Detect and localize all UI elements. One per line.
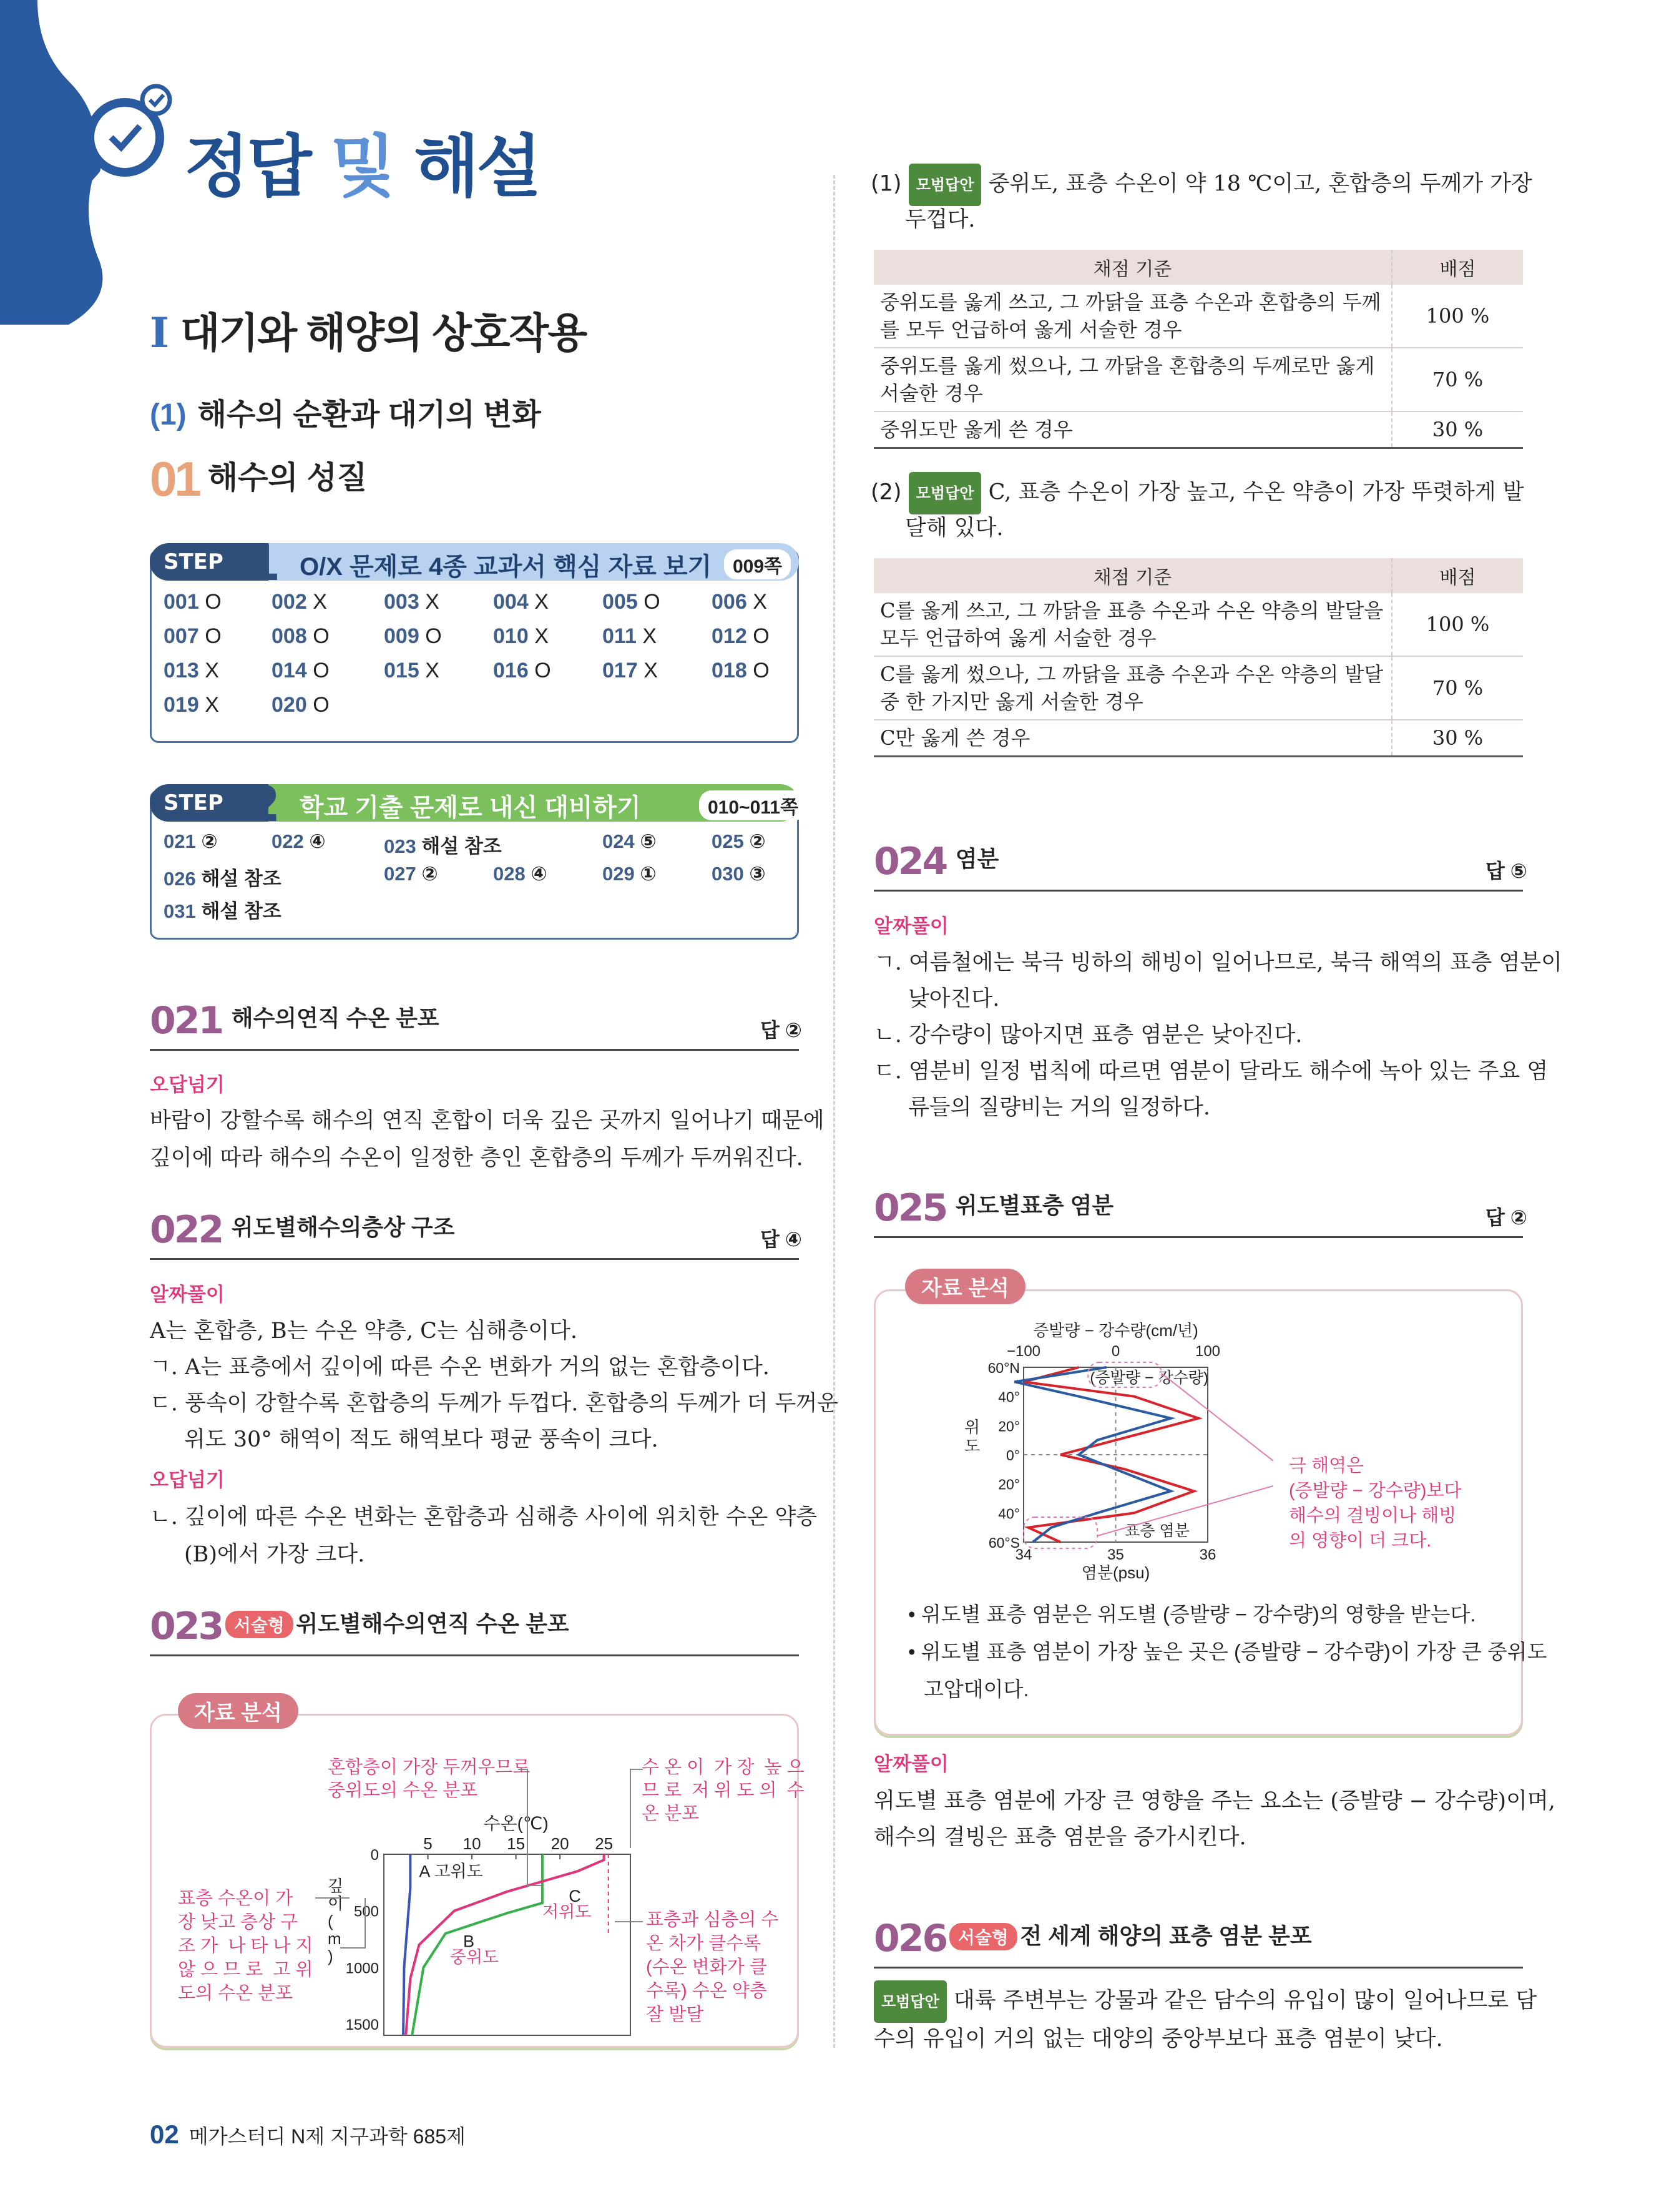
step2-answer-mark: 해설 참조 [201, 868, 281, 890]
annotation-text: 수 온 이 가 장 높 으 [642, 1757, 805, 1777]
step2-answer-item: 028 ④ [493, 863, 547, 885]
page-number: 02 [150, 2120, 179, 2149]
annotation-text: 므 로 저 위 도 의 수 [642, 1781, 805, 1801]
step1-answer-mark: O [534, 659, 551, 682]
rubric-score-cell: 30 % [1392, 411, 1523, 448]
q023-temperature-chart [0, 0, 833, 2060]
q025-header: 025 위도별표층 염분 [874, 1186, 1114, 1230]
q024-header: 024 염분 [874, 840, 999, 883]
page-header-title: 정답 및 해설 [184, 128, 539, 206]
x-tick-label: 15 [507, 1834, 526, 1853]
model-answer-badge-3: 모범답안 [874, 1980, 947, 2023]
rubric-criteria-cell: C만 옳게 쓴 경우 [874, 720, 1392, 757]
step1-answer-mark: O [313, 624, 330, 648]
step2-page: 010~011쪽 [699, 790, 807, 820]
step2-title: 학교 기출 문제로 내신 대비하기 [300, 794, 641, 822]
model-answer-badge-2: 모범답안 [909, 472, 982, 514]
step2-answer-item: 024 ⑤ [602, 830, 657, 852]
step1-answer-item: 013 X [164, 659, 219, 682]
right-p1: (1) 모범답안 중위도, 표층 수온이 약 18 ℃이고, 혼합층의 두께가 가장 [871, 164, 1532, 206]
annotation-text: (증발량 − 강수량)보다 [1289, 1481, 1462, 1501]
q025-label: 알짜풀이 [874, 1753, 949, 1775]
chart-top-title: 증발량 − 강수량(cm/년) [1033, 1321, 1198, 1340]
rubric-score-cell: 100 % [1392, 593, 1523, 656]
step1-answer-item: 002 X [272, 590, 327, 614]
annotation-text: 온 차가 클수록 [646, 1934, 761, 1954]
q026-line1: 모범답안 대륙 주변부는 강물과 같은 담수의 유입이 많이 일어나므로 담 [874, 1980, 1537, 2023]
step1-answer-item: 007 O [164, 624, 222, 648]
rubric-criteria-cell: 중위도를 옳게 썼으나, 그 까닭을 혼합층의 두께로만 옳게 서술한 경우 [874, 348, 1392, 411]
top-tick-label: −100 [1006, 1343, 1041, 1360]
y-tick-label: 1000 [345, 1960, 379, 1977]
step1-answer-item: 019 X [164, 693, 219, 717]
y-axis-label: 위 [964, 1418, 981, 1437]
y-tick-label: 40° [998, 1389, 1020, 1405]
rubric-score-cell: 70 % [1392, 348, 1523, 411]
q021-label: 오답넘기 [150, 1074, 225, 1096]
step1-answer-item: 001 O [164, 590, 222, 614]
annotation-text: 온 분포 [642, 1804, 700, 1824]
annotation-text: 중위도의 수온 분포 [328, 1781, 478, 1801]
step2-answer-item: 026 해설 참조 [164, 868, 281, 890]
step1-answer-item: 020 O [272, 693, 330, 717]
annotation-text: 혼합층이 가장 두꺼우므로 [328, 1757, 531, 1777]
step1-answer-mark: X [313, 590, 327, 614]
q025-answer: 답 ② [1485, 1206, 1527, 1229]
label-C-text: 저위도 [542, 1902, 592, 1922]
q024-line5: 류들의 질량비는 거의 일정하다. [908, 1095, 1211, 1120]
step2-answer-item: 021 ② [164, 830, 218, 852]
step2-answer-item: 029 ① [602, 863, 657, 885]
rubric-criteria-cell: C를 옳게 쓰고, 그 까닭을 표층 수온과 수온 약층의 발달을 모두 언급하여 옳게 서술한 경우 [874, 593, 1392, 656]
step1-answer-item: 012 O [712, 624, 770, 648]
q022-label1: 알짜풀이 [150, 1284, 225, 1305]
annotation-text: 의 영향이 더 크다. [1289, 1531, 1432, 1551]
y-tick-label: 0° [1006, 1447, 1020, 1463]
highlight-pole-south [1024, 1517, 1097, 1548]
step1-answer-mark: X [534, 590, 549, 614]
step2-label: STEP [164, 790, 223, 815]
q022-line2: ㄱ. A는 표층에서 깊이에 따른 수온 변화가 거의 없는 혼합층이다. [150, 1355, 770, 1380]
label-C: C [569, 1887, 581, 1906]
rubric-score-cell: 30 % [1392, 720, 1523, 757]
rubric-header-score: 배점 [1392, 558, 1523, 593]
bottom-tick-label: 35 [1107, 1546, 1124, 1563]
y-tick-label: 60°S [988, 1535, 1020, 1551]
series-evap-minus-precip [1024, 1367, 1198, 1542]
q022-line5: ㄴ. 깊이에 따른 수온 변화는 혼합층과 심해층 사이에 위치한 수온 약층 [150, 1505, 818, 1530]
annotation-text: 표층 수온이 가 [178, 1889, 293, 1909]
annotation-text: 장 낮고 층상 구 [178, 1912, 298, 1932]
x-axis-label: 염분(psu) [1081, 1563, 1150, 1582]
rubric-criteria-cell: 중위도만 옳게 쓴 경우 [874, 411, 1392, 448]
q021-body2: 깊이에 따라 해수의 수온이 일정한 층인 혼합층의 두께가 두꺼워진다. [150, 1146, 803, 1171]
q023-header: 023 서술형 위도별해수의연직 수온 분포 [150, 1605, 569, 1648]
step1-answer-item: 016 O [493, 659, 551, 682]
step1-answer-item: 004 X [493, 590, 549, 614]
q024-line1: ㄱ. 여름철에는 북극 빙하의 해빙이 일어나므로, 북극 해역의 표층 염분이 [874, 950, 1562, 975]
step1-answer-mark: X [205, 659, 219, 682]
annotation-text: 표층과 심층의 수 [646, 1910, 779, 1930]
step2-answer-mark: ① [640, 863, 657, 885]
step1-answer-item: 011 X [602, 624, 657, 648]
step2-answer-item: 023 해설 참조 [384, 835, 502, 857]
bottom-tick-label: 36 [1199, 1546, 1216, 1563]
q026-rule [874, 1967, 1523, 1969]
q024-line4: ㄷ. 염분비 일정 법칙에 따르면 염분이 달라도 해수에 녹아 있는 주요 염 [874, 1059, 1549, 1084]
leader-line [630, 1769, 643, 1848]
top-tick-label: 100 [1195, 1343, 1221, 1360]
step1-answer-mark: X [425, 590, 439, 614]
model-answer-badge: 모범답안 [909, 164, 982, 206]
label-salinity: 표층 염분 [1125, 1522, 1190, 1540]
step1-label: STEP [164, 549, 223, 574]
label-A: A 고위도 [419, 1862, 483, 1881]
annotation-text: 해수의 결빙이나 해빙 [1289, 1506, 1457, 1526]
y-tick-label: 500 [353, 1903, 379, 1920]
q025-line2: 해수의 결빙은 표층 염분을 증가시킨다. [874, 1825, 1246, 1850]
step1-answer-mark: X [205, 693, 219, 717]
q021-answer: 답 ② [760, 1019, 802, 1041]
step1-answer-item: 003 X [384, 590, 439, 614]
step1-page: 009쪽 [724, 549, 791, 579]
rubric-header-criteria: 채점 기준 [874, 250, 1392, 285]
q022-line1: A는 혼합층, B는 수온 약층, C는 심해층이다. [150, 1319, 578, 1344]
footer: 02 메가스터디 N제 지구과학 685제 [150, 2120, 466, 2149]
q024-line2: 낮아진다. [908, 986, 1000, 1011]
step2-answer-mark: ② [749, 830, 766, 852]
step1-answer-mark: O [313, 659, 330, 682]
label-evap-precip: (증발량 − 강수량) [1090, 1369, 1209, 1387]
step1-answer-item: 005 O [602, 590, 660, 614]
annotation-text: 수록) 수온 약층 [646, 1981, 767, 2001]
q026-line2: 수의 유입이 거의 없는 대양의 중앙부보다 표층 염분이 낮다. [874, 2027, 1443, 2052]
step1-answer-item: 014 O [272, 659, 330, 682]
y-tick-label: 60°N [987, 1360, 1020, 1376]
step2-num: 2 [247, 777, 281, 833]
q025-salinity-chart [833, 0, 1659, 2060]
y-tick-label: 20° [998, 1418, 1020, 1435]
step1-answer-item: 008 O [272, 624, 330, 648]
step2-answer-item: 025 ② [712, 830, 766, 852]
q024-label: 알짜풀이 [874, 915, 949, 937]
annotation-text: 않 으 므 로 고 위 [178, 1960, 313, 1980]
y-tick-label: 40° [998, 1505, 1020, 1522]
x-tick-label: 10 [462, 1834, 481, 1853]
chart-title: 수온(℃) [483, 1814, 549, 1833]
step1-answer-mark: X [753, 590, 767, 614]
y-axis-label: ( [328, 1912, 333, 1930]
step2-answer-item: 030 ③ [712, 863, 766, 885]
q024-line3: ㄴ. 강수량이 많아지면 표층 염분은 낮아진다. [874, 1023, 1303, 1048]
step1-answer-mark: O [313, 693, 330, 717]
y-tick-label: 20° [998, 1476, 1020, 1493]
step1-answer-item: 015 X [384, 659, 439, 682]
step2-answer-item: 031 해설 참조 [164, 900, 281, 922]
step1-answer-mark: O [205, 624, 222, 648]
unit-title: I 대기와 해양의 상호작용 [150, 308, 587, 357]
q022-line4: 위도 30° 해역이 적도 해역보다 평균 풍속이 크다. [184, 1427, 658, 1452]
q025-line1: 위도별 표층 염분에 가장 큰 영향을 주는 요소는 (증발량 − 강수량)이며, [874, 1789, 1555, 1814]
step2-answer-mark: ⑤ [640, 830, 657, 852]
step2-answer-mark: ③ [749, 863, 766, 885]
step1-answer-mark: O [644, 590, 660, 614]
y-tick-label: 0 [370, 1847, 379, 1864]
step1-answer-mark: X [534, 624, 549, 648]
curve-B-mid-latitude [412, 1854, 542, 2035]
q022-header: 022 위도별해수의층상 구조 [150, 1208, 455, 1252]
step2-answer-item: 027 ② [384, 863, 438, 885]
q023-panel-title: 자료 분석 [178, 1693, 298, 1729]
rubric-criteria-cell: C를 옳게 썼으나, 그 까닭을 표층 수온과 수온 약층의 발달 중 한 가지만 옳게 서술한 경우 [874, 656, 1392, 720]
step1-answer-mark: O [205, 590, 222, 614]
step1-answer-mark: X [642, 624, 657, 648]
step1-answer-item: 006 X [712, 590, 767, 614]
step1-answer-mark: X [425, 659, 439, 682]
annotation-text: 조 가 나 타 나 지 [178, 1936, 313, 1956]
step1-answer-item: 010 X [493, 624, 549, 648]
bottom-tick-label: 34 [1015, 1546, 1032, 1563]
label-B: B [462, 1932, 474, 1951]
right-p2: (2) 모범답안 C, 표층 수온이 가장 높고, 수온 약층이 가장 뚜렷하게 발 [871, 472, 1524, 514]
q021-body1: 바람이 강할수록 해수의 연직 혼합이 더욱 깊은 곳까지 일어나기 때문에 [150, 1108, 825, 1133]
q022-label2: 오답넘기 [150, 1469, 225, 1491]
right-p2b: 달해 있다. [905, 516, 1004, 541]
step1-title: O/X 문제로 4종 교과서 핵심 자료 보기 [300, 553, 712, 581]
step1-answer-item: 017 X [602, 659, 658, 682]
step2-answer-mark: ④ [309, 830, 326, 852]
chapter-title: 01 해수의 성질 [150, 451, 368, 506]
q022-line3: ㄷ. 풍속이 강할수록 혼합층의 두께가 두껍다. 혼합층의 두께가 더 두꺼운 [150, 1391, 838, 1416]
step2-answer-mark: ④ [531, 863, 547, 885]
right-p1b: 두껍다. [905, 207, 976, 232]
q025-bullet2: • 위도별 표층 염분이 가장 높은 곳은 (증발량 − 강수량)이 가장 큰 중위도 [908, 1640, 1547, 1663]
q022-line6: (B)에서 가장 크다. [184, 1542, 365, 1567]
y-axis-label: 이 [328, 1894, 344, 1913]
y-axis-label: m [328, 1929, 341, 1948]
step1-answer-mark: O [753, 624, 770, 648]
step1-answer-item: 009 O [384, 624, 442, 648]
annotation-text: 잘 발달 [646, 2005, 704, 2025]
q025-bullet1: • 위도별 표층 염분은 위도별 (증발량 − 강수량)의 영향을 받는다. [908, 1603, 1476, 1626]
annotation-text: 극 해역은 [1289, 1456, 1364, 1476]
rubric-score-cell: 70 % [1392, 656, 1523, 720]
step1-answer-mark: X [644, 659, 658, 682]
y-axis-label: 깊 [328, 1877, 344, 1895]
y-tick-label: 1500 [345, 2016, 379, 2033]
label-B-text: 중위도 [449, 1948, 499, 1967]
curve-C-low-latitude [406, 1854, 604, 2035]
x-tick-label: 20 [551, 1834, 569, 1853]
q025-panel-title: 자료 분석 [905, 1269, 1025, 1304]
step2-answer-item: 022 ④ [272, 830, 326, 852]
rubric-header-criteria: 채점 기준 [874, 558, 1392, 593]
x-tick-label: 25 [595, 1834, 614, 1853]
section-title: (1) 해수의 순환과 대기의 변화 [150, 398, 541, 431]
step2-answer-mark: 해설 참조 [201, 900, 281, 922]
step2-answer-mark: ② [201, 830, 218, 852]
q024-answer: 답 ⑤ [1485, 860, 1527, 882]
x-tick-label: 5 [423, 1834, 433, 1853]
step1-num: 1 [247, 536, 281, 592]
annotation-text: (수온 변화가 클 [646, 1957, 767, 1977]
rubric-criteria-cell: 중위도를 옳게 쓰고, 그 까닭을 표층 수온과 혼합층의 두께를 모두 언급하여 옳게 서술한 경우 [874, 285, 1392, 348]
y-axis-label: 도 [964, 1437, 981, 1455]
step2-answer-mark: ② [421, 863, 438, 885]
step2-answer-mark: 해설 참조 [421, 835, 502, 857]
annotation-text: 도의 수온 분포 [178, 1983, 293, 2003]
q022-answer: 답 ④ [760, 1228, 802, 1251]
step1-answer-mark: O [425, 624, 442, 648]
rubric-score-cell: 100 % [1392, 285, 1523, 348]
step1-answer-mark: O [753, 659, 770, 682]
q025-bullet3: 고압대이다. [924, 1678, 1029, 1701]
y-axis-label: ) [328, 1947, 333, 1965]
step1-answer-item: 018 O [712, 659, 770, 682]
q026-header: 026 서술형 전 세계 해양의 표층 염분 분포 [874, 1917, 1312, 1960]
q021-header: 021 해수의연직 수온 분포 [150, 999, 439, 1043]
rubric-header-score: 배점 [1392, 250, 1523, 285]
top-tick-label: 0 [1111, 1343, 1120, 1360]
